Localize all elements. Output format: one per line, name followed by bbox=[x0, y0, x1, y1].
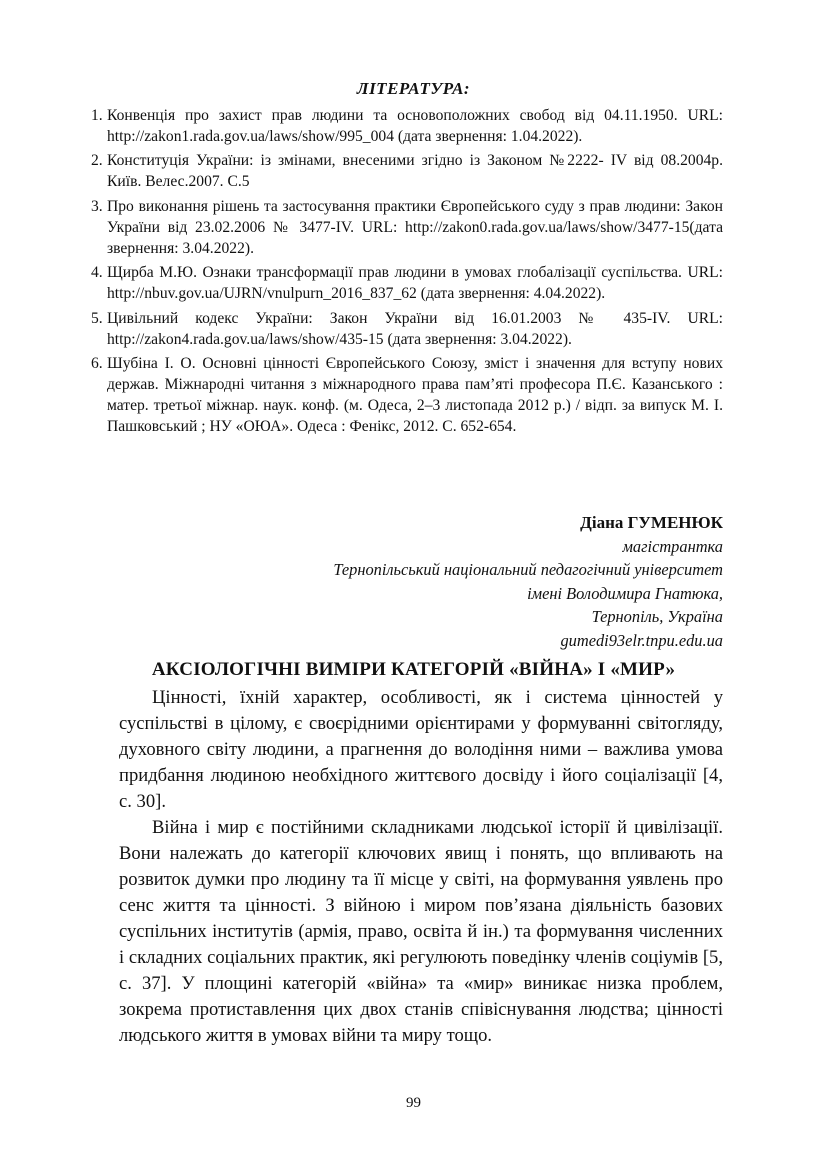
article-title: АКСІОЛОГІЧНІ ВИМІРИ КАТЕГОРІЙ «ВІЙНА» І «МИР» bbox=[151, 659, 676, 680]
reference-item bbox=[91, 196, 723, 259]
page-number: 99 bbox=[406, 1095, 421, 1111]
references-heading: ЛІТЕРАТУРА: bbox=[356, 79, 471, 98]
references-list bbox=[91, 105, 723, 440]
body-paragraph: Війна і мир є постійними складниками людської історії й цивілізації. Вони належать до категорії ключових явищ і понять, що впливають на розвиток думки про людину та її місце у світі, на формування уявлень про сенс життя та цінності. З війною і миром пов’язана діяльність базових суспільних інститутів (армія, право, освіта й ін.) та формування численних і складних соціальних практик, які регулюють поведінку членів соціумів [5, с. 37]. У площині категорій «війна» та «мир» виникає низка проблем, зокрема протиставлення цих двох станів співіснування людства; цінності людського життя в умовах війни та миру тощо. bbox=[119, 817, 723, 1046]
reference-number: 6. bbox=[91, 354, 103, 372]
reference-number: 1. bbox=[91, 107, 103, 124]
reference-item bbox=[91, 105, 723, 147]
reference-number: 3. bbox=[91, 197, 103, 215]
reference-item bbox=[91, 150, 723, 192]
reference-number: 4. bbox=[91, 264, 103, 282]
author-location: Тернопіль, Україна bbox=[591, 607, 723, 626]
body-paragraph: Цінності, їхній характер, особливості, як і система цінностей у суспільстві в цілому, є своєрідними орієнтирами у формуванні світогляду, духовного світу людини, а прагнення до володіння ними – важлива умова придбання людиною необхідного життєвого досвіду і його соціалізації [4, с. 30]. bbox=[119, 687, 723, 812]
author-university-name: імені Володимира Гнатюка, bbox=[527, 583, 723, 603]
reference-number: 5. bbox=[91, 309, 103, 327]
reference-item bbox=[91, 353, 723, 437]
reference-text: Щирба М.Ю. Ознаки трансформації прав людини в умовах глобалізації суспільства. URL: http://nbuv.gov.ua/UJRN/vnulpurn_2016_837_62 (дата звернення: 4.04.2022). bbox=[107, 264, 723, 303]
reference-text: Шубіна І. О. Основні цінності Європейського Союзу, зміст і значення для вступу нових держав. Міжнародні читання з міжнародного права пам’яті професора П.Є. Казанського : матер. третьої міжнар. наук. конф. (м. Одеса, 2–3 листопада 2012 р.) / відп. за випуск М. І. Пашковський ; НУ «ОЮА». Одеса : Фенікс, 2012. С. 652-654. bbox=[107, 354, 723, 435]
reference-text: Конституція України: із змінами, внесеними згідно із Законом №2222- IV від 08.2004р. Київ. Велес.2007. С.5 bbox=[107, 152, 723, 191]
author-email: gumedi93elr.tnpu.edu.ua bbox=[560, 630, 723, 650]
reference-item bbox=[91, 262, 723, 304]
reference-text: Конвенція про захист прав людини та основоположних свобод від 04.11.1950. URL: http://zakon1.rada.gov.ua/laws/show/995_004 (дата звернення: 1.04.2022). bbox=[107, 107, 723, 145]
author-block bbox=[333, 511, 723, 652]
author-position: магістрантка bbox=[622, 536, 723, 556]
reference-item bbox=[91, 308, 723, 350]
reference-number: 2. bbox=[91, 152, 103, 170]
reference-text: Про виконання рішень та застосування практики Європейського суду з прав людини: Закон України від 23.02.2006 № 3477-IV. URL: http://zakon0.rada.gov.ua/laws/show/3477-15(дата звернення: 3.04.2022). bbox=[107, 197, 723, 257]
author-name: Діана ГУМЕНЮК bbox=[580, 513, 723, 532]
author-university: Тернопільський національний педагогічний університет bbox=[333, 560, 723, 579]
reference-text: Цивільний кодекс України: Закон України від 16.01.2003 № 435-IV. URL: http://zakon4.rada.gov.ua/laws/show/435-15 (дата звернення: 3.04.2022). bbox=[107, 309, 723, 348]
